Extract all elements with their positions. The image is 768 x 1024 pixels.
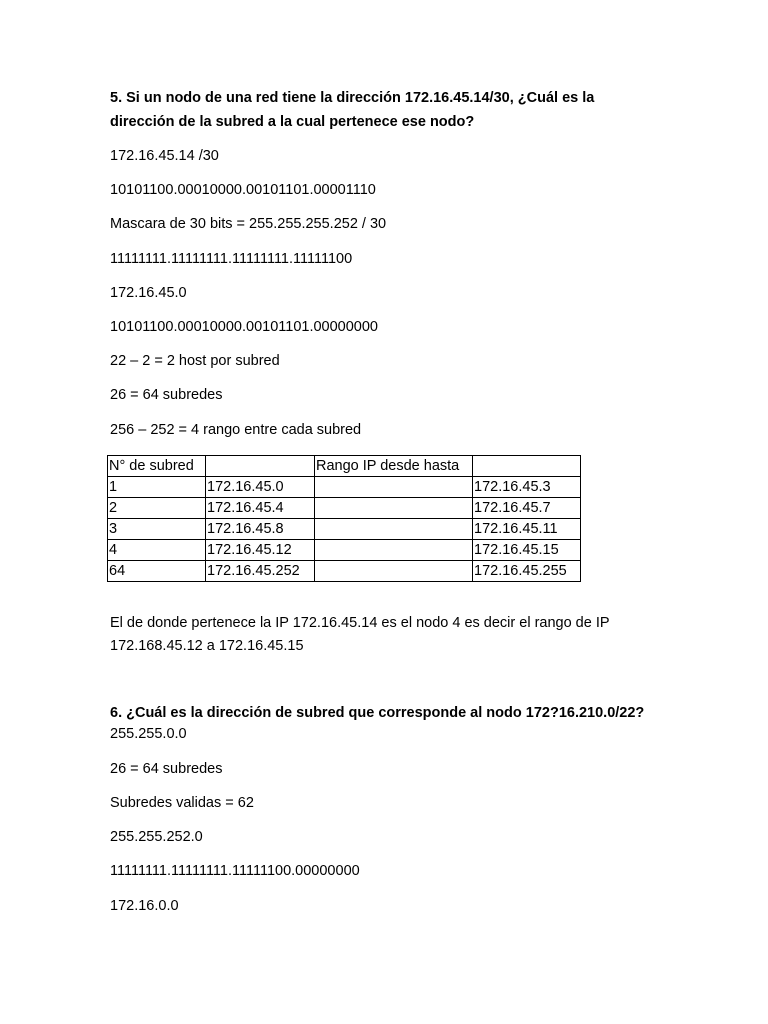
q5-conclusion-line-2: 172.168.45.12 a 172.16.45.15 xyxy=(110,638,304,654)
q5-ip-address: 172.16.45.14 /30 xyxy=(110,148,219,164)
table-cell: 172.16.45.4 xyxy=(206,498,315,519)
q6-subnets: 26 = 64 subredes xyxy=(110,761,223,777)
table-header-cell xyxy=(473,456,581,477)
q6-default-mask: 255.255.0.0 xyxy=(110,726,187,742)
q6-valid-subnets: Subredes validas = 62 xyxy=(110,795,254,811)
table-cell: 172.16.45.3 xyxy=(473,477,581,498)
table-header-cell: Rango IP desde hasta xyxy=(315,456,473,477)
table-header-row xyxy=(108,456,581,477)
table-cell xyxy=(315,477,473,498)
q5-hosts: 22 – 2 = 2 host por subred xyxy=(110,353,280,369)
table-cell: 3 xyxy=(108,519,206,540)
q5-subnets: 26 = 64 subredes xyxy=(110,387,223,403)
q6-mask: 255.255.252.0 xyxy=(110,829,203,845)
table-cell: 172.16.45.12 xyxy=(206,540,315,561)
q5-range-step: 256 – 252 = 4 rango entre cada subred xyxy=(110,422,362,438)
table-cell: 172.16.45.8 xyxy=(206,519,315,540)
q5-network: 172.16.45.0 xyxy=(110,285,187,301)
table-cell xyxy=(315,498,473,519)
table-cell: 172.16.45.7 xyxy=(473,498,581,519)
table-row xyxy=(108,477,581,498)
q5-network-binary: 10101100.00010000.00101101.00000000 xyxy=(110,319,378,335)
table-row xyxy=(108,519,581,540)
q5-mask: Mascara de 30 bits = 255.255.255.252 / 30 xyxy=(110,216,387,232)
subnet-range-table xyxy=(107,455,581,582)
table-cell: 1 xyxy=(108,477,206,498)
table-header-cell: N° de subred xyxy=(108,456,206,477)
q5-ip-binary: 10101100.00010000.00101101.00001110 xyxy=(110,182,376,198)
table-row xyxy=(108,498,581,519)
table-cell: 4 xyxy=(108,540,206,561)
table-cell: 172.16.45.252 xyxy=(206,561,315,582)
table-cell: 172.16.45.255 xyxy=(473,561,581,582)
q6-network: 172.16.0.0 xyxy=(110,898,179,914)
table-row xyxy=(108,561,581,582)
q5-question-line-2: dirección de la subred a la cual pertenece ese nodo? xyxy=(110,114,475,130)
table-row xyxy=(108,540,581,561)
table-cell xyxy=(315,540,473,561)
table-cell xyxy=(315,561,473,582)
q6-mask-binary: 11111111.11111111.11111100.00000000 xyxy=(110,863,360,879)
q5-mask-binary: 11111111.11111111.11111111.11111100 xyxy=(110,251,353,267)
q6-question: 6. ¿Cuál es la dirección de subred que corresponde al nodo 172?16.210.0/22? xyxy=(110,705,645,721)
q5-question-line-1: 5. Si un nodo de una red tiene la dirección 172.16.45.14/30, ¿Cuál es la xyxy=(110,90,595,106)
table-cell: 2 xyxy=(108,498,206,519)
table-cell: 172.16.45.15 xyxy=(473,540,581,561)
table-cell xyxy=(315,519,473,540)
q5-conclusion-line-1: El de donde pertenece la IP 172.16.45.14 es el nodo 4 es decir el rango de IP xyxy=(110,615,610,631)
table-cell: 172.16.45.11 xyxy=(473,519,581,540)
table-header-cell xyxy=(206,456,315,477)
table-cell: 172.16.45.0 xyxy=(206,477,315,498)
table-cell: 64 xyxy=(108,561,206,582)
